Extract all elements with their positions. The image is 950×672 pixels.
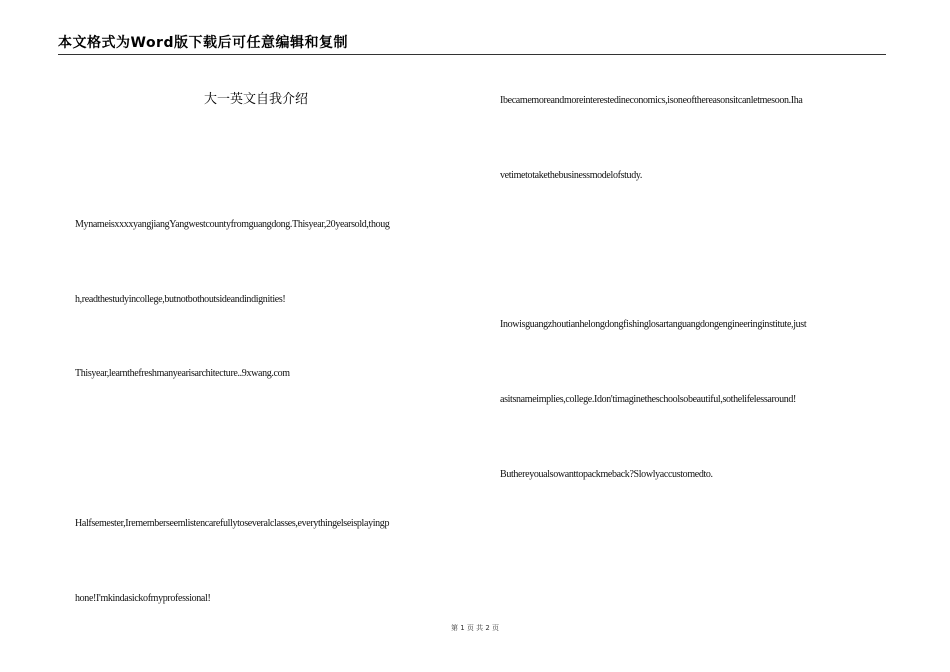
document-header [58, 34, 886, 55]
right-paragraph-line: Inowisguangzhoutianhelongdongfishinglosartanguangdongengineeringinstitute,just [500, 319, 807, 330]
right-paragraph-line: asitsnameimplies,college.Idon'timaginetheschoolsobeautiful,sothelifelessaround! [500, 394, 797, 405]
right-paragraph-line: vetimetotakethebusinessmodelofstudy. [500, 170, 642, 181]
left-paragraph-line: MynameisxxxxyangjiangYangwestcountyfromguangdong.Thisyear,20yearsold,thoug [75, 219, 390, 230]
left-paragraph-line: Halfsemester,Irememberseemlistencarefullytoseveralclasses,everythingelseisplayingp [75, 518, 390, 529]
right-paragraph-line: Ibecamemoreandmoreinterestedineconomics,isoneofthereasonsitcanletmesoon.Iha [500, 95, 803, 106]
left-paragraph-line: Thisyear,learnthefreshmanyearisarchitecture..9xwang.com [75, 368, 290, 379]
left-paragraph-line: hone!I'mkindasickofmyprofessional! [75, 593, 211, 604]
page-number: 第 1 页 共 2 页 [450, 624, 500, 632]
left-paragraph-line: h,readthestudyincollege,butnotbothoutsideandindignities! [75, 294, 286, 305]
right-paragraph-line: Buthereyoualsowanttopackmeback?Slowlyaccustomedto. [500, 469, 713, 480]
page-title: 大一英文自我介绍 [204, 92, 309, 107]
header-notice: 本文格式为Word版下载后可任意编辑和复制 [58, 35, 348, 51]
